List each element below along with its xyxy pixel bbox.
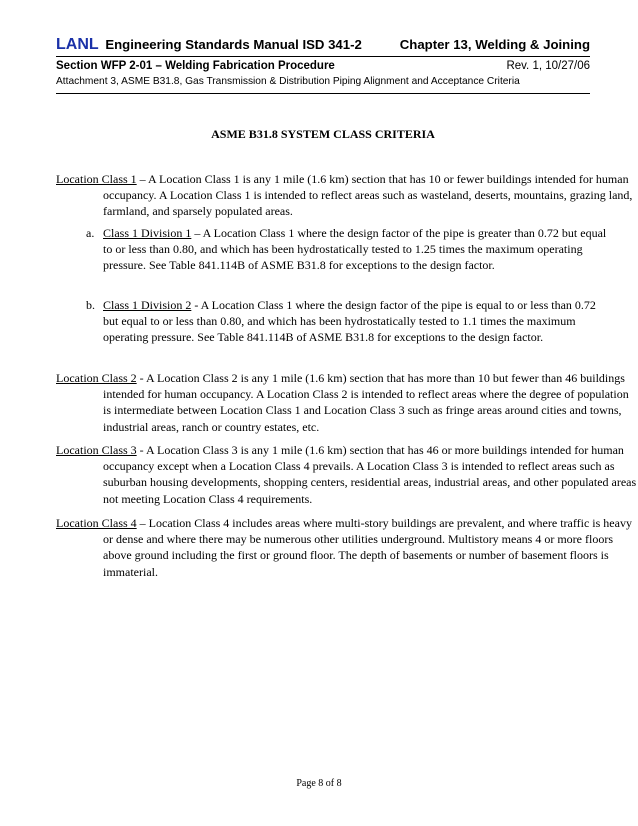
location-class-2 xyxy=(56,370,637,435)
header-rule-bottom xyxy=(56,93,590,94)
section-title: Section WFP 2-01 – Welding Fabrication Procedure xyxy=(56,60,335,72)
class-1-division-1 xyxy=(86,225,607,274)
attachment-title: Attachment 3, ASME B31.8, Gas Transmission & Distribution Piping Alignment and Acceptance Criteria xyxy=(56,76,520,87)
manual-title xyxy=(56,36,362,54)
class-3-term: Location Class 3 xyxy=(56,443,137,457)
class-3-text: - A Location Class 3 is any 1 mile (1.6 km) section that has 46 or more buildings intended for human occupancy except when a Location Class 4 prevails. A Location Class 3 is intended to reflect areas such as suburban housing developments, shopping centers, residential areas, industrial areas, and other populated areas not meeting Location Class 4 requirements. xyxy=(103,443,637,506)
revision-label: Rev. 1, 10/27/06 xyxy=(506,60,590,72)
location-class-3 xyxy=(56,442,637,507)
division-1-text: – A Location Class 1 where the design factor of the pipe is greater than 0.72 but equal to or less than 0.80, and which has been hydrostatically tested to 1.25 times the maximum operating pressure. See Table 841.114B of ASME B31.8 for exceptions to the design factor. xyxy=(103,226,607,273)
location-class-1 xyxy=(56,171,637,220)
page-title: ASME B31.8 SYSTEM CLASS CRITERIA xyxy=(211,127,435,141)
class-4-text: – Location Class 4 includes areas where multi-story buildings are prevalent, and where traffic is heavy or dense and where there may be numerous other utilities underground. Multistory means 4 or more floors above ground including the first or ground floor. The depth of basements or number of basement floors is immaterial. xyxy=(103,516,632,579)
division-2-term: Class 1 Division 2 xyxy=(103,298,192,312)
division-1-term: Class 1 Division 1 xyxy=(103,226,192,240)
class-2-term: Location Class 2 xyxy=(56,371,137,385)
header-line-2 xyxy=(56,60,590,72)
class-1-text: – A Location Class 1 is any 1 mile (1.6 km) section that has 10 or fewer buildings intended for human occupancy. A Location Class 1 is intended to reflect areas such as wasteland, deserts, mountains, grazing land, farmland, and sparsely populated areas. xyxy=(103,172,633,219)
list-marker-a: a. xyxy=(86,226,95,240)
division-2-text: - A Location Class 1 where the design factor of the pipe is equal to or less than 0.72 but equal to or less than 0.80, and which has been hydrostatically tested to 1.1 times the maximum operating pressure. See Table 841.114B of ASME B31.8 for exceptions to the design factor. xyxy=(103,298,596,345)
class-1-division-2 xyxy=(86,297,607,346)
header-line-1 xyxy=(56,36,590,54)
page-number: Page 8 of 8 xyxy=(296,778,342,789)
location-class-4 xyxy=(56,515,637,580)
class-1-term: Location Class 1 xyxy=(56,172,137,186)
class-4-term: Location Class 4 xyxy=(56,516,137,530)
lanl-brand: LANL xyxy=(56,36,99,53)
chapter-title: Chapter 13, Welding & Joining xyxy=(399,37,590,52)
manual-name: Engineering Standards Manual ISD 341-2 xyxy=(105,37,362,52)
class-2-text: - A Location Class 2 is any 1 mile (1.6 km) section that has more than 10 but fewer than 46 buildings intended for human occupancy. A Location Class 2 is intended to reflect areas where the degree of population is intermediate between Location Class 1 and Location Class 3 such as fringe areas around cities and towns, industrial areas, ranch or country estates, etc. xyxy=(103,371,629,434)
list-marker-b: b. xyxy=(86,298,95,312)
header-rule-top xyxy=(56,56,590,57)
